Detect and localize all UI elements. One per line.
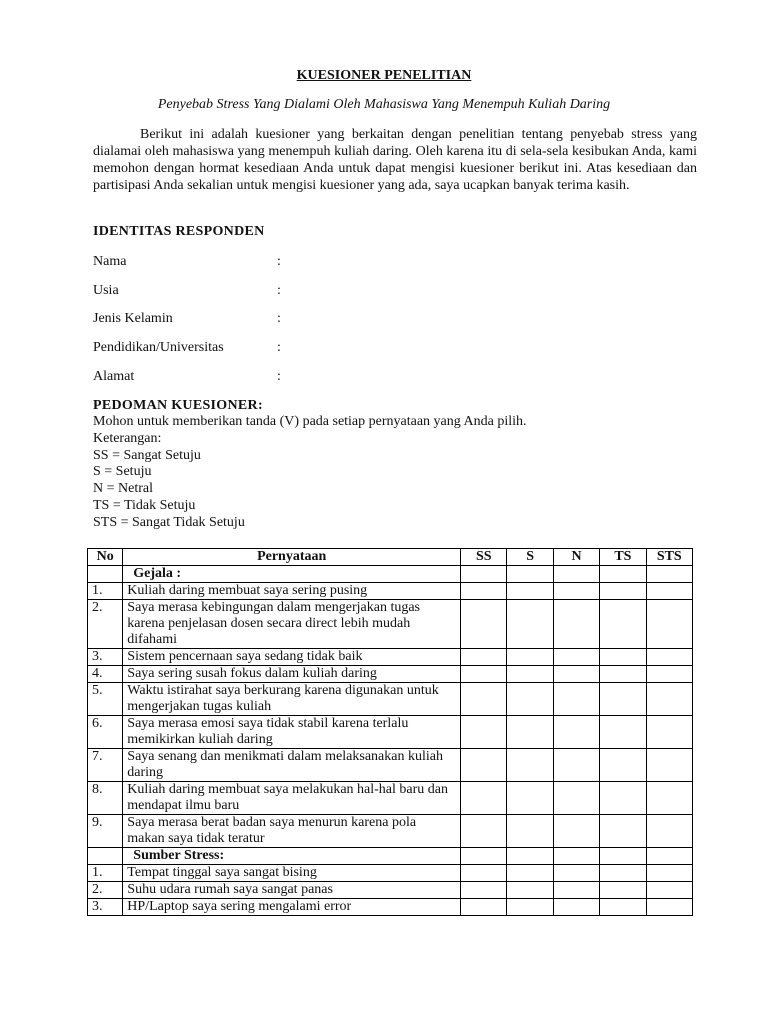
row-number: 5. — [88, 683, 123, 716]
response-cell-ss[interactable] — [461, 865, 507, 882]
response-cell-s[interactable] — [507, 865, 553, 882]
column-header: Pernyataan — [123, 549, 461, 566]
response-cell-s[interactable] — [507, 683, 553, 716]
response-cell-n[interactable] — [553, 865, 599, 882]
legend-title: Keterangan: — [93, 431, 162, 446]
response-cell-ts[interactable] — [600, 899, 646, 916]
response-cell-ss — [461, 566, 507, 583]
response-cell-ts[interactable] — [600, 583, 646, 600]
response-cell-sts[interactable] — [646, 882, 692, 899]
statement-text: Tempat tinggal saya sangat bising — [123, 865, 461, 882]
table-row — [88, 666, 693, 683]
row-number: 1. — [88, 583, 123, 600]
table-row — [88, 899, 693, 916]
response-cell-sts[interactable] — [646, 649, 692, 666]
response-cell-sts — [646, 566, 692, 583]
response-cell-sts[interactable] — [646, 749, 692, 782]
table-row — [88, 865, 693, 882]
response-cell-n — [553, 848, 599, 865]
column-header: SS — [461, 549, 507, 566]
response-cell-n[interactable] — [553, 749, 599, 782]
intro-paragraph: Berikut ini adalah kuesioner yang berkaitan dengan penelitian tentang penyebab stress yang dialamai oleh mahasiswa yang menempuh kuliah daring. Oleh karena itu di sela-sela kesibukan Anda, kami memohon dengan hormat kesediaan Anda untuk dapat mengisi kuesioner berikut ini. Atas kesediaan dan partisipasi Anda sekalian untuk mengisi kuesioner yang ada, saya ucapkan banyak terima kasih. — [93, 127, 697, 193]
legend-item: SS = Sangat Setuju — [93, 448, 201, 463]
statement-text: Suhu udara rumah saya sangat panas — [123, 882, 461, 899]
statement-text: Saya senang dan menikmati dalam melaksanakan kuliah daring — [123, 749, 461, 782]
row-number: 8. — [88, 782, 123, 815]
response-cell-n[interactable] — [553, 899, 599, 916]
response-cell-s[interactable] — [507, 782, 553, 815]
column-header: No — [88, 549, 123, 566]
document-title: KUESIONER PENELITIAN — [296, 68, 472, 83]
row-number: 2. — [88, 882, 123, 899]
column-header: TS — [600, 549, 646, 566]
guide-instruction: Mohon untuk memberikan tanda (V) pada setiap pernyataan yang Anda pilih. — [93, 414, 527, 429]
response-cell-ss[interactable] — [461, 882, 507, 899]
statement-text: HP/Laptop saya sering mengalami error — [123, 899, 461, 916]
response-cell-ss[interactable] — [461, 749, 507, 782]
identity-colon: : — [277, 369, 281, 384]
statement-text: Waktu istirahat saya berkurang karena digunakan untuk mengerjakan tugas kuliah — [123, 683, 461, 716]
column-header: S — [507, 549, 553, 566]
table-row — [88, 683, 693, 716]
identity-colon: : — [277, 311, 281, 326]
response-cell-sts[interactable] — [646, 600, 692, 649]
legend-item: TS = Tidak Setuju — [93, 498, 196, 513]
table-row — [88, 815, 693, 848]
response-cell-ts[interactable] — [600, 683, 646, 716]
response-cell-sts[interactable] — [646, 716, 692, 749]
response-cell-ts[interactable] — [600, 749, 646, 782]
response-cell-s[interactable] — [507, 666, 553, 683]
response-cell-ss[interactable] — [461, 815, 507, 848]
row-number: 1. — [88, 865, 123, 882]
column-header: STS — [646, 549, 692, 566]
response-cell-n[interactable] — [553, 815, 599, 848]
row-number: 3. — [88, 649, 123, 666]
response-cell-ts[interactable] — [600, 716, 646, 749]
response-cell-s[interactable] — [507, 600, 553, 649]
response-cell-ts[interactable] — [600, 600, 646, 649]
document-subtitle: Penyebab Stress Yang Dialami Oleh Mahasiswa Yang Menempuh Kuliah Daring — [157, 97, 611, 112]
response-cell-ts — [600, 848, 646, 865]
response-cell-n[interactable] — [553, 649, 599, 666]
response-cell-n[interactable] — [553, 716, 599, 749]
response-cell-ss[interactable] — [461, 649, 507, 666]
response-cell-ts[interactable] — [600, 649, 646, 666]
identity-label: Jenis Kelamin — [93, 311, 173, 326]
response-cell-s[interactable] — [507, 815, 553, 848]
response-cell-n[interactable] — [553, 683, 599, 716]
response-cell-n[interactable] — [553, 882, 599, 899]
response-cell-s[interactable] — [507, 882, 553, 899]
identity-label: Usia — [93, 283, 119, 298]
identity-label: Nama — [93, 254, 127, 269]
table-row — [88, 882, 693, 899]
row-number: 3. — [88, 899, 123, 916]
identity-colon: : — [277, 283, 281, 298]
table-row — [88, 716, 693, 749]
table-group-row — [88, 848, 693, 865]
response-cell-n[interactable] — [553, 782, 599, 815]
group-label: Gejala : — [123, 566, 461, 583]
response-cell-s[interactable] — [507, 716, 553, 749]
questionnaire-body — [88, 566, 693, 916]
legend-item: N = Netral — [93, 481, 153, 496]
identity-heading: IDENTITAS RESPONDEN — [93, 224, 265, 239]
response-cell-ss[interactable] — [461, 666, 507, 683]
response-cell-sts[interactable] — [646, 683, 692, 716]
group-label: Sumber Stress: — [123, 848, 461, 865]
table-row — [88, 782, 693, 815]
row-number: 6. — [88, 716, 123, 749]
row-number — [88, 848, 123, 865]
response-cell-n — [553, 566, 599, 583]
response-cell-ts[interactable] — [600, 865, 646, 882]
table-row — [88, 600, 693, 649]
identity-colon: : — [277, 340, 281, 355]
response-cell-ts[interactable] — [600, 782, 646, 815]
statement-text: Saya merasa kebingungan dalam mengerjakan tugas karena penjelasan dosen secara direct lebih mudah difahami — [123, 600, 461, 649]
response-cell-sts[interactable] — [646, 815, 692, 848]
response-cell-s — [507, 566, 553, 583]
response-cell-ts[interactable] — [600, 815, 646, 848]
response-cell-ss[interactable] — [461, 600, 507, 649]
legend-item: S = Setuju — [93, 464, 152, 479]
row-number: 2. — [88, 600, 123, 649]
response-cell-ts — [600, 566, 646, 583]
response-cell-ts[interactable] — [600, 666, 646, 683]
response-cell-sts[interactable] — [646, 899, 692, 916]
statement-text: Saya merasa emosi saya tidak stabil karena terlalu memikirkan kuliah daring — [123, 716, 461, 749]
response-cell-ss[interactable] — [461, 583, 507, 600]
statement-text: Saya sering susah fokus dalam kuliah daring — [123, 666, 461, 683]
column-header: N — [553, 549, 599, 566]
response-cell-ss[interactable] — [461, 899, 507, 916]
response-cell-s[interactable] — [507, 649, 553, 666]
table-row — [88, 749, 693, 782]
table-header-row — [88, 549, 693, 566]
row-number: 9. — [88, 815, 123, 848]
response-cell-ss[interactable] — [461, 683, 507, 716]
identity-label: Alamat — [93, 369, 135, 384]
response-cell-ss[interactable] — [461, 782, 507, 815]
statement-text: Kuliah daring membuat saya melakukan hal-hal baru dan mendapat ilmu baru — [123, 782, 461, 815]
response-cell-sts[interactable] — [646, 666, 692, 683]
guide-heading: PEDOMAN KUESIONER: — [93, 398, 263, 413]
table-group-row — [88, 566, 693, 583]
response-cell-s[interactable] — [507, 583, 553, 600]
response-cell-n[interactable] — [553, 583, 599, 600]
response-cell-n[interactable] — [553, 600, 599, 649]
response-cell-sts[interactable] — [646, 583, 692, 600]
row-number: 7. — [88, 749, 123, 782]
response-cell-sts[interactable] — [646, 782, 692, 815]
response-cell-s[interactable] — [507, 899, 553, 916]
response-cell-ts[interactable] — [600, 882, 646, 899]
response-cell-n[interactable] — [553, 666, 599, 683]
row-number — [88, 566, 123, 583]
table-row — [88, 649, 693, 666]
statement-text: Kuliah daring membuat saya sering pusing — [123, 583, 461, 600]
legend-item: STS = Sangat Tidak Setuju — [93, 515, 245, 530]
statement-text: Sistem pencernaan saya sedang tidak baik — [123, 649, 461, 666]
questionnaire-table — [87, 548, 693, 916]
response-cell-ss[interactable] — [461, 716, 507, 749]
response-cell-s[interactable] — [507, 749, 553, 782]
table-row — [88, 583, 693, 600]
response-cell-s — [507, 848, 553, 865]
response-cell-ss — [461, 848, 507, 865]
response-cell-sts — [646, 848, 692, 865]
statement-text: Saya merasa berat badan saya menurun karena pola makan saya tidak teratur — [123, 815, 461, 848]
row-number: 4. — [88, 666, 123, 683]
identity-colon: : — [277, 254, 281, 269]
response-cell-sts[interactable] — [646, 865, 692, 882]
identity-label: Pendidikan/Universitas — [93, 340, 224, 355]
